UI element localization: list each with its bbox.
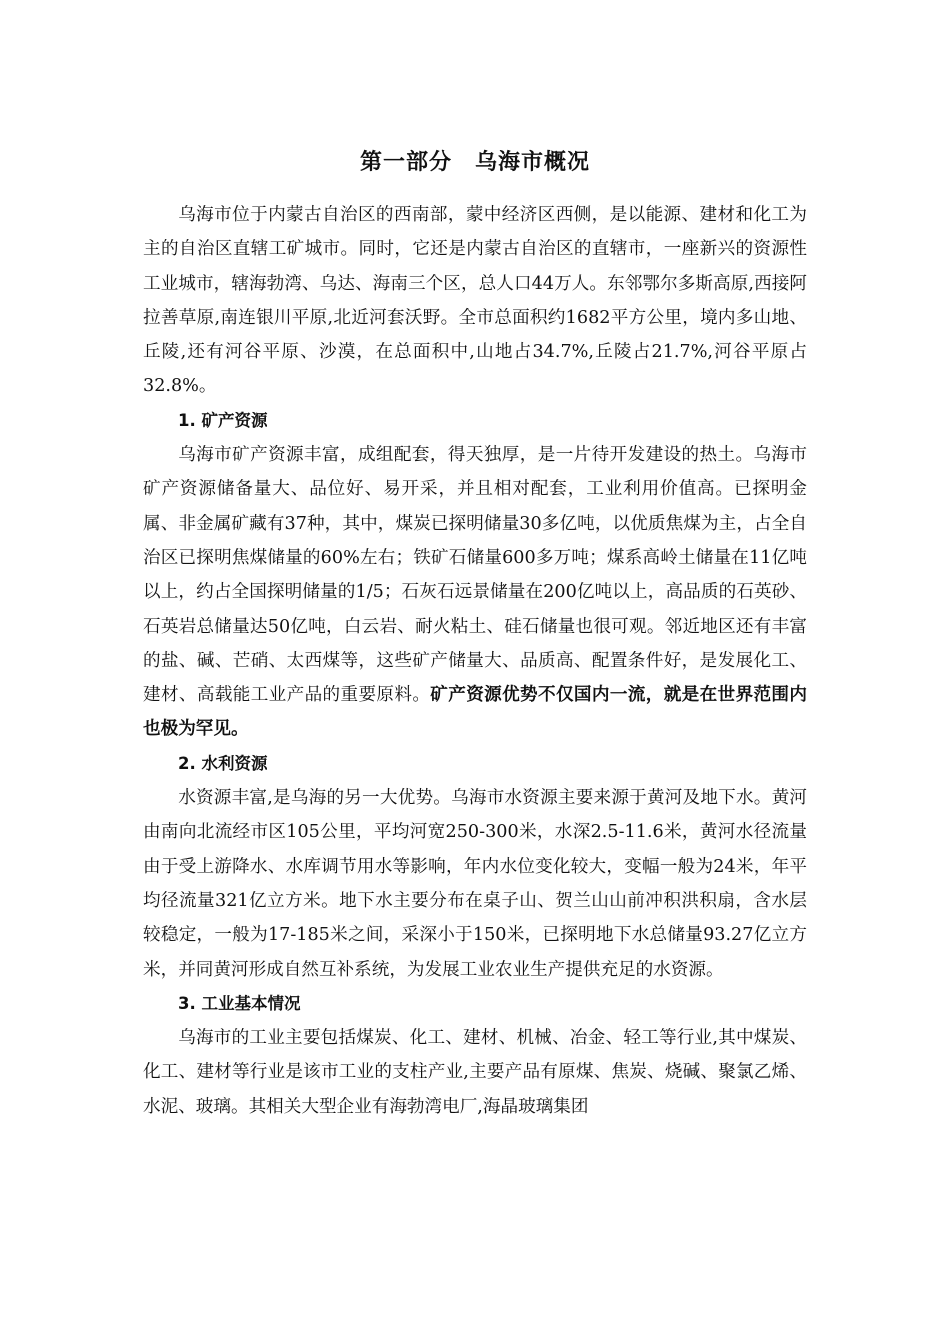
mineral-emphasis-text: 矿产资源优势不仅国内一流，就是在世界范围内也极为罕见。 bbox=[143, 685, 807, 740]
section-paragraph-water: 水资源丰富,是乌海的另一大优势。乌海市水资源主要来源于黄河及地下水。黄河由南向北流经市区105公里，平均河宽250-300米，水深2.5-11.6米，黄河水径流量由于受上游降水、水库调节用水等影响，年内水位变化较大，变幅一般为24米，年平均径流量321亿立方米。地下水主要分布在桌子山、贺兰山山前冲积洪积扇，含水层较稳定，一般为17-185米之间，采深小于150米，已探明地下水总储量93.27亿立方米，并同黄河形成自然互补系统，为发展工业农业生产提供充足的水资源。 bbox=[143, 788, 807, 980]
page-title: 第一部分 乌海市概况 bbox=[359, 150, 590, 175]
document-body bbox=[143, 198, 807, 1124]
section-heading-mineral: 1. 矿产资源 bbox=[178, 410, 268, 430]
section-paragraph-mineral bbox=[143, 438, 807, 747]
section-heading-water: 2. 水利资源 bbox=[178, 753, 268, 773]
intro-paragraph: 乌海市位于内蒙古自治区的西南部，蒙中经济区西侧，是以能源、建材和化工为主的自治区直辖工矿城市。同时，它还是内蒙古自治区的直辖市，一座新兴的资源性工业城市，辖海勃湾、乌达、海南三个区，总人口44万人。东邻鄂尔多斯高原,西接阿拉善草原,南连银川平原,北近河套沃野。全市总面积约1682平方公里，境内多山地、丘陵,还有河谷平原、沙漠，在总面积中,山地占34.7%,丘陵占21.7%,河谷平原占32.8%。 bbox=[143, 205, 807, 397]
section-paragraph-industry: 乌海市的工业主要包括煤炭、化工、建材、机械、冶金、轻工等行业,其中煤炭、化工、建材等行业是该市工业的支柱产业,主要产品有原煤、焦炭、烧碱、聚氯乙烯、水泥、玻璃。其相关大型企业有海勃湾电厂,海晶玻璃集团 bbox=[143, 1028, 807, 1117]
section-heading-industry: 3. 工业基本情况 bbox=[178, 993, 301, 1013]
mineral-body-text: 乌海市矿产资源丰富，成组配套，得天独厚，是一片待开发建设的热土。乌海市矿产资源储备量大、品位好、易开采，并且相对配套，工业利用价值高。已探明金属、非金属矿藏有37种，其中，煤炭已探明储量30多亿吨，以优质焦煤为主，占全自治区已探明焦煤储量的60%左右；铁矿石储量600多万吨；煤系高岭土储量在11亿吨以上，约占全国探明储量的1/5；石灰石远景储量在200亿吨以上，高品质的石英砂、石英岩总储量达50亿吨，白云岩、耐火粘土、硅石储量也很可观。邻近地区还有丰富的盐、碱、芒硝、太西煤等，这些矿产储量大、品质高、配置条件好，是发展化工、建材、高载能工业产品的重要原料。 bbox=[143, 445, 807, 706]
